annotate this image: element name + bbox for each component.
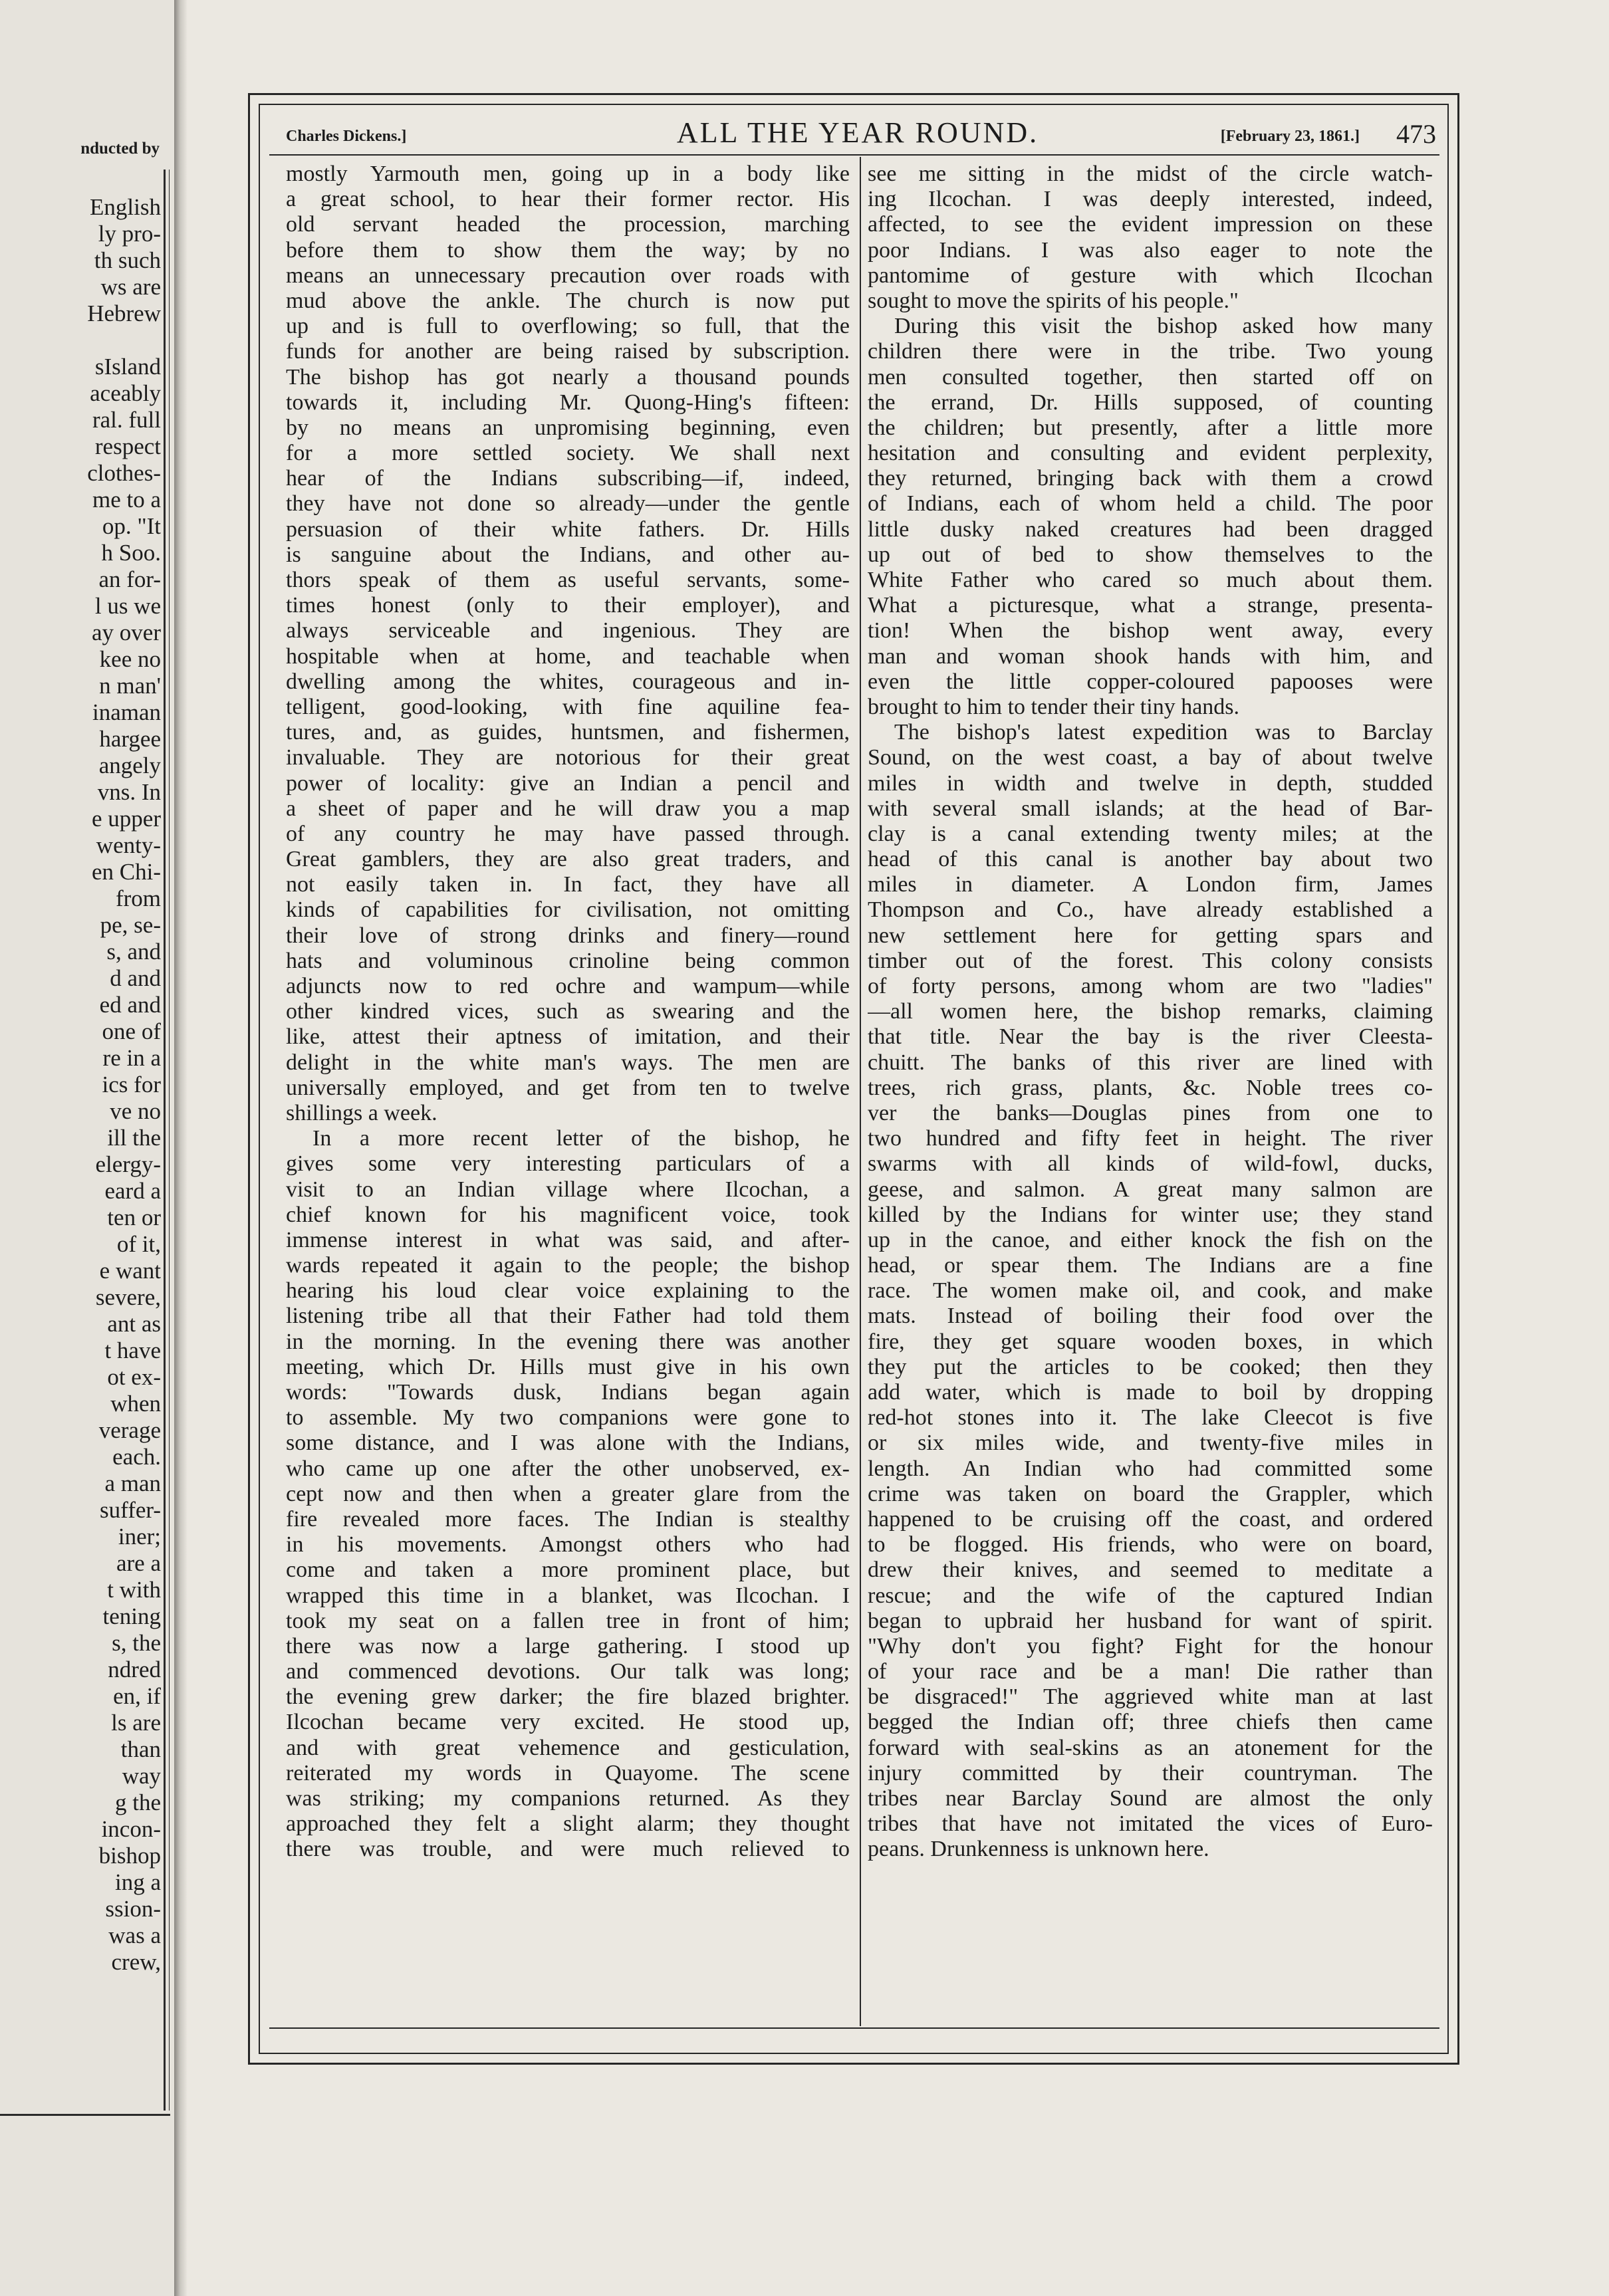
fragment-line: iner; <box>118 1524 161 1550</box>
text-line: there was now a large gathering. I stood up <box>286 1633 850 1659</box>
page-gutter <box>174 0 187 2296</box>
text-line: tribes that have not imitated the vices of Euro- <box>868 1811 1433 1837</box>
text-line: poor Indians. I was also eager to note the <box>868 237 1433 263</box>
fragment-line: ly pro- <box>98 221 161 247</box>
text-line: Thompson and Co., have already established a <box>868 897 1433 923</box>
fragment-line: severe, <box>95 1284 161 1310</box>
fragment-line: Hebrew <box>87 300 161 326</box>
text-line: by no means an unpromising beginning, even <box>286 415 850 440</box>
text-line: geese, and salmon. A great many salmon are <box>868 1177 1433 1202</box>
fragment-line: ics for <box>102 1072 161 1097</box>
text-line: hospitable when at home, and teachable when <box>286 643 850 669</box>
text-line: reiterated my words in Quayome. The scene <box>286 1760 850 1785</box>
journal-title: ALL THE YEAR ROUND. <box>676 116 1039 149</box>
text-line: children there were in the tribe. Two young <box>868 339 1433 364</box>
text-line: up in the canoe, and either knock the fish on the <box>868 1227 1433 1252</box>
fragment-line: ay over <box>92 620 161 645</box>
fragment-line: an for- <box>98 566 161 592</box>
fragment-line: bishop <box>98 1843 161 1869</box>
fragment-line: crew, <box>111 1949 161 1975</box>
fragment-line: ten or <box>107 1205 161 1230</box>
text-line: chuitt. The banks of this river are lined with <box>868 1050 1433 1075</box>
text-line: means an unnecessary precaution over roads with <box>286 263 850 288</box>
text-line: up out of bed to show themselves to the <box>868 542 1433 567</box>
text-line: visit to an Indian village where Ilcochan, a <box>286 1177 850 1202</box>
fragment-line: ed and <box>99 992 161 1018</box>
fragment-line: aceably <box>90 380 161 406</box>
text-line: red-hot stones into it. The lake Cleecot is five <box>868 1405 1433 1431</box>
fragment-line: ral. full <box>92 407 161 433</box>
fragment-line: when <box>110 1391 161 1417</box>
text-line: kinds of capabilities for civilisation, not omitting <box>286 897 850 923</box>
text-line: clay is a canal extending twenty miles; at the <box>868 821 1433 846</box>
text-line: pantomime of gesture with which Ilcochan <box>868 263 1433 288</box>
fragment-line: ndred <box>108 1657 161 1682</box>
text-line: wrapped this time in a blanket, was Ilcochan. I <box>286 1583 850 1608</box>
text-line: a sheet of paper and he will draw you a map <box>286 796 850 821</box>
text-line: tion! When the bishop went away, every <box>868 618 1433 643</box>
text-line: towards it, including Mr. Quong-Hing's fifteen: <box>286 390 850 415</box>
fragment-line: ant as <box>107 1311 161 1337</box>
fragment-line: clothes- <box>87 460 161 486</box>
fragment-line: one of <box>102 1018 161 1044</box>
previous-page-header: nducted by <box>80 140 160 158</box>
fragment-line: way <box>122 1763 161 1789</box>
text-line: wards repeated it again to the people; the bishop <box>286 1253 850 1278</box>
text-line: begged the Indian off; three chiefs then came <box>868 1710 1433 1735</box>
text-line: add water, which is made to boil by dropping <box>868 1380 1433 1405</box>
text-line: hear of the Indians subscribing—if, indeed, <box>286 466 850 491</box>
text-line: up and is full to overflowing; so full, that the <box>286 314 850 339</box>
text-line: The bishop has got nearly a thousand pounds <box>286 364 850 390</box>
text-line: happened to be cruising off the coast, and ordered <box>868 1506 1433 1532</box>
fragment-line: t have <box>104 1337 161 1363</box>
fragment-line: t with <box>107 1577 161 1603</box>
text-line: even the little copper-coloured papooses were <box>868 669 1433 694</box>
fragment-line: ill the <box>107 1125 161 1151</box>
text-line: approached they felt a slight alarm; they thought <box>286 1811 850 1837</box>
text-line: universally employed, and get from ten to twelve <box>286 1075 850 1100</box>
text-line: is sanguine about the Indians, and other au- <box>286 542 850 567</box>
fragment-line: s, and <box>106 939 161 965</box>
text-line: other kindred vices, such as swearing and the <box>286 999 850 1024</box>
text-line: they put the articles to be cooked; then they <box>868 1354 1433 1379</box>
editor-credit: Charles Dickens.] <box>286 128 407 145</box>
text-line: of your race and be a man! Die rather than <box>868 1659 1433 1684</box>
fragment-line: suffer- <box>100 1497 161 1523</box>
text-line: delight in the white man's ways. The men are <box>286 1050 850 1075</box>
text-line: affected, to see the evident impression on these <box>868 212 1433 237</box>
fragment-line: ws are <box>100 274 161 300</box>
text-line: their love of strong drinks and finery—round <box>286 923 850 948</box>
footer-rule <box>269 2027 1439 2029</box>
text-line: the errand, Dr. Hills supposed, of counting <box>868 390 1433 415</box>
fragment-line: ssion- <box>105 1896 161 1922</box>
fragment-line: l us we <box>94 593 161 619</box>
fragment-line: sIsland <box>94 354 161 380</box>
text-line: a great school, to hear their former rector. His <box>286 187 850 212</box>
text-line: little dusky naked creatures had been dragged <box>868 517 1433 542</box>
text-line: of forty persons, among whom are two "ladies" <box>868 974 1433 998</box>
text-line: and commenced devotions. Our talk was long; <box>286 1659 850 1684</box>
text-line: White Father who cared so much about them. <box>868 568 1433 592</box>
fragment-line: elergy- <box>95 1151 161 1177</box>
fragment-line: op. "It <box>102 513 161 539</box>
text-line: shillings a week. <box>286 1100 437 1125</box>
text-line: new settlement here for getting spars and <box>868 923 1433 948</box>
text-line: and with great vehemence and gesticulation, <box>286 1735 850 1760</box>
fragment-line: e want <box>99 1258 161 1284</box>
text-line: was striking; my companions returned. As they <box>286 1786 850 1811</box>
text-line: dwelling among the whites, courageous and in- <box>286 669 850 694</box>
fragment-line: s, the <box>112 1630 161 1656</box>
fragment-line: wenty- <box>96 832 161 858</box>
fragment-line: en Chi- <box>91 859 161 885</box>
text-line: or six miles wide, and twenty-five miles in <box>868 1431 1433 1456</box>
text-line: before them to show them the way; by no <box>286 237 850 263</box>
text-line: The bishop's latest expedition was to Barclay <box>894 720 1433 745</box>
header-rule <box>269 154 1439 156</box>
text-line: mud above the ankle. The church is now put <box>286 288 850 313</box>
fragment-line: en, if <box>113 1683 161 1709</box>
text-line: come and taken a more prominent place, but <box>286 1557 850 1583</box>
fragment-line: th such <box>94 247 161 273</box>
text-line: of Indians, each of whom held a child. The poor <box>868 491 1433 517</box>
text-line: they have not done so already—under the gentle <box>286 491 850 517</box>
previous-page-text <box>0 194 161 1976</box>
text-line: some distance, and I was alone with the Indians, <box>286 1431 850 1456</box>
fragment-line: angely <box>98 752 161 778</box>
text-line: see me sitting in the midst of the circle watch- <box>868 162 1433 186</box>
text-line: hearing his loud clear voice explaining to the <box>286 1278 850 1304</box>
text-line: trees, rich grass, plants, &c. Noble trees co- <box>868 1075 1433 1100</box>
fragment-line: a man <box>104 1470 161 1496</box>
text-line: During this visit the bishop asked how many <box>894 314 1433 339</box>
text-line: forward with seal-skins as an atonement for the <box>868 1735 1433 1760</box>
text-line: cept now and then when a greater glare from the <box>286 1481 850 1506</box>
text-line: to assemble. My two companions were gone to <box>286 1405 850 1431</box>
text-line: adjuncts now to red ochre and wampum—while <box>286 974 850 998</box>
text-line: —all women here, the bishop remarks, claiming <box>868 999 1433 1024</box>
text-line: old servant headed the procession, marching <box>286 212 850 237</box>
text-line: be disgraced!" The aggrieved white man at last <box>868 1684 1433 1710</box>
text-line: there was trouble, and were much relieved to <box>286 1837 850 1862</box>
fragment-line: ot ex- <box>107 1364 161 1390</box>
text-line: meeting, which Dr. Hills must give in his own <box>286 1354 850 1379</box>
text-line: thors speak of them as useful servants, some- <box>286 568 850 592</box>
text-line: tribes near Barclay Sound are almost the only <box>868 1786 1433 1811</box>
text-line: in his movements. Amongst others who had <box>286 1532 850 1557</box>
text-line: timber out of the forest. This colony consists <box>868 948 1433 973</box>
previous-page-border-inner <box>169 170 170 2111</box>
fragment-line: than <box>120 1736 161 1762</box>
text-line: fire, they get square wooden boxes, in which <box>868 1329 1433 1354</box>
text-line: two hundred and fifty feet in height. The river <box>868 1126 1433 1151</box>
fragment-line: n man' <box>99 673 161 699</box>
text-line: miles in diameter. A London firm, James <box>868 872 1433 897</box>
text-line: drew their knives, and seemed to meditate a <box>868 1557 1433 1583</box>
fragment-line: pe, se- <box>100 912 161 938</box>
fragment-line <box>0 327 161 354</box>
text-line: killed by the Indians for winter use; they stand <box>868 1202 1433 1227</box>
fragment-line: eard a <box>104 1178 161 1204</box>
text-line: listening tribe all that their Father had told them <box>286 1304 850 1329</box>
fragment-line: kee no <box>99 646 161 672</box>
text-line: they returned, bringing back with them a crowd <box>868 466 1433 491</box>
text-line: length. An Indian who had committed some <box>868 1456 1433 1481</box>
text-line: times honest (only to their employer), and <box>286 593 850 618</box>
text-line: tures, and, as guides, huntsmen, and fishermen, <box>286 720 850 745</box>
text-line: ver the banks—Douglas pines from one to <box>868 1100 1433 1125</box>
text-line: mostly Yarmouth men, going up in a body like <box>286 162 850 186</box>
text-line: always serviceable and ingenious. They are <box>286 618 850 643</box>
text-line: gives some very interesting particulars of a <box>286 1151 850 1177</box>
text-line: crime was taken on board the Grappler, which <box>868 1481 1433 1506</box>
text-line: mats. Instead of boiling their food over the <box>868 1304 1433 1329</box>
fragment-line: respect <box>94 433 161 459</box>
text-line: power of locality: give an Indian a pencil and <box>286 770 850 796</box>
fragment-line: of it, <box>116 1231 161 1257</box>
text-line: the evening grew darker; the fire blazed brighter. <box>286 1684 850 1710</box>
fragment-line: incon- <box>101 1816 161 1842</box>
text-line: hesitation and consulting and evident perplexity, <box>868 441 1433 466</box>
text-line: invaluable. They are notorious for their great <box>286 745 850 770</box>
text-line: Ilcochan became very excited. He stood up, <box>286 1710 850 1735</box>
fragment-line: tening <box>102 1603 161 1629</box>
fragment-line: inaman <box>92 699 161 725</box>
running-head <box>279 114 1436 152</box>
text-line: the children; but presently, after a little more <box>868 415 1433 440</box>
text-line: that title. Near the bay is the river Cleesta- <box>868 1024 1433 1050</box>
text-line: head, or spear them. The Indians are a fine <box>868 1253 1433 1278</box>
text-line: funds for another are being raised by subscription. <box>286 339 850 364</box>
text-line: swarms with all kinds of wild-fowl, ducks, <box>868 1151 1433 1177</box>
text-line: of any country he may have passed through. <box>286 821 850 846</box>
fragment-line: each. <box>112 1444 161 1470</box>
left-column <box>286 162 850 1863</box>
text-line: Great gamblers, they are also great traders, and <box>286 847 850 872</box>
previous-page-fragment <box>0 0 174 2296</box>
text-line: who came up one after the other unobserved, ex- <box>286 1456 850 1481</box>
text-line: "Why don't you fight? Fight for the honour <box>868 1633 1433 1659</box>
text-line: miles in width and twelve in depth, studded <box>868 770 1433 796</box>
issue-date: [February 23, 1861.] <box>1220 128 1360 145</box>
right-column <box>868 162 1433 1863</box>
text-line: peans. Drunkenness is unknown here. <box>868 1837 1209 1862</box>
text-line: hats and voluminous crinoline being common <box>286 948 850 973</box>
text-line: injury committed by their countryman. The <box>868 1760 1433 1785</box>
text-line: took my seat on a fallen tree in front of him; <box>286 1608 850 1633</box>
fragment-line: g the <box>114 1789 161 1815</box>
column-divider <box>860 157 861 2026</box>
fragment-line: me to a <box>92 487 161 513</box>
page-number: 473 <box>1396 119 1436 149</box>
fragment-line: ls are <box>111 1710 161 1736</box>
fragment-line: h Soo. <box>101 540 161 566</box>
fragment-line: verage <box>98 1417 161 1443</box>
fragment-line: ve no <box>110 1098 161 1124</box>
fragment-line: from <box>115 885 161 911</box>
text-line: In a more recent letter of the bishop, he <box>312 1126 850 1151</box>
text-line: like, attest their aptness of imitation, and their <box>286 1024 850 1050</box>
fragment-line: are a <box>116 1550 161 1576</box>
text-line: immense interest in what was said, and after- <box>286 1227 850 1252</box>
fragment-line: vns. In <box>97 779 161 805</box>
fragment-line: d and <box>110 965 161 991</box>
fragment-line: re in a <box>102 1045 161 1071</box>
text-line: brought to him to tender their tiny hands. <box>868 694 1240 719</box>
text-line: ing Ilcochan. I was deeply interested, indeed, <box>868 187 1433 212</box>
text-line: to be flogged. His friends, who were on board, <box>868 1532 1433 1557</box>
fragment-line: was a <box>108 1922 161 1948</box>
text-line: What a picturesque, what a strange, presenta- <box>868 593 1433 618</box>
text-line: not easily taken in. In fact, they have all <box>286 872 850 897</box>
text-line: words: "Towards dusk, Indians began again <box>286 1380 850 1405</box>
fragment-line: e upper <box>92 806 161 832</box>
text-line: man and woman shook hands with him, and <box>868 643 1433 669</box>
text-line: chief known for his magnificent voice, took <box>286 1202 850 1227</box>
previous-page-border <box>164 170 166 2111</box>
fragment-line: hargee <box>99 726 161 752</box>
text-line: fire revealed more faces. The Indian is stealthy <box>286 1506 850 1532</box>
previous-page-bottom-border <box>0 2114 170 2116</box>
text-line: sought to move the spirits of his people." <box>868 288 1239 313</box>
fragment-line: ing a <box>114 1869 161 1895</box>
text-line: telligent, good-looking, with fine aquiline fea- <box>286 694 850 719</box>
text-line: head of this canal is another bay about two <box>868 847 1433 872</box>
text-line: for a more settled society. We shall next <box>286 441 850 466</box>
text-line: rescue; and the wife of the captured Indian <box>868 1583 1433 1608</box>
text-line: with several small islands; at the head of Bar- <box>868 796 1433 821</box>
text-line: race. The women make oil, and cook, and make <box>868 1278 1433 1304</box>
text-line: in the morning. In the evening there was another <box>286 1329 850 1354</box>
text-line: men consulted together, then started off on <box>868 364 1433 390</box>
text-line: began to upbraid her husband for want of spirit. <box>868 1608 1433 1633</box>
fragment-line: English <box>90 194 161 220</box>
text-line: Sound, on the west coast, a bay of about twelve <box>868 745 1433 770</box>
text-line: persuasion of their white fathers. Dr. Hills <box>286 517 850 542</box>
